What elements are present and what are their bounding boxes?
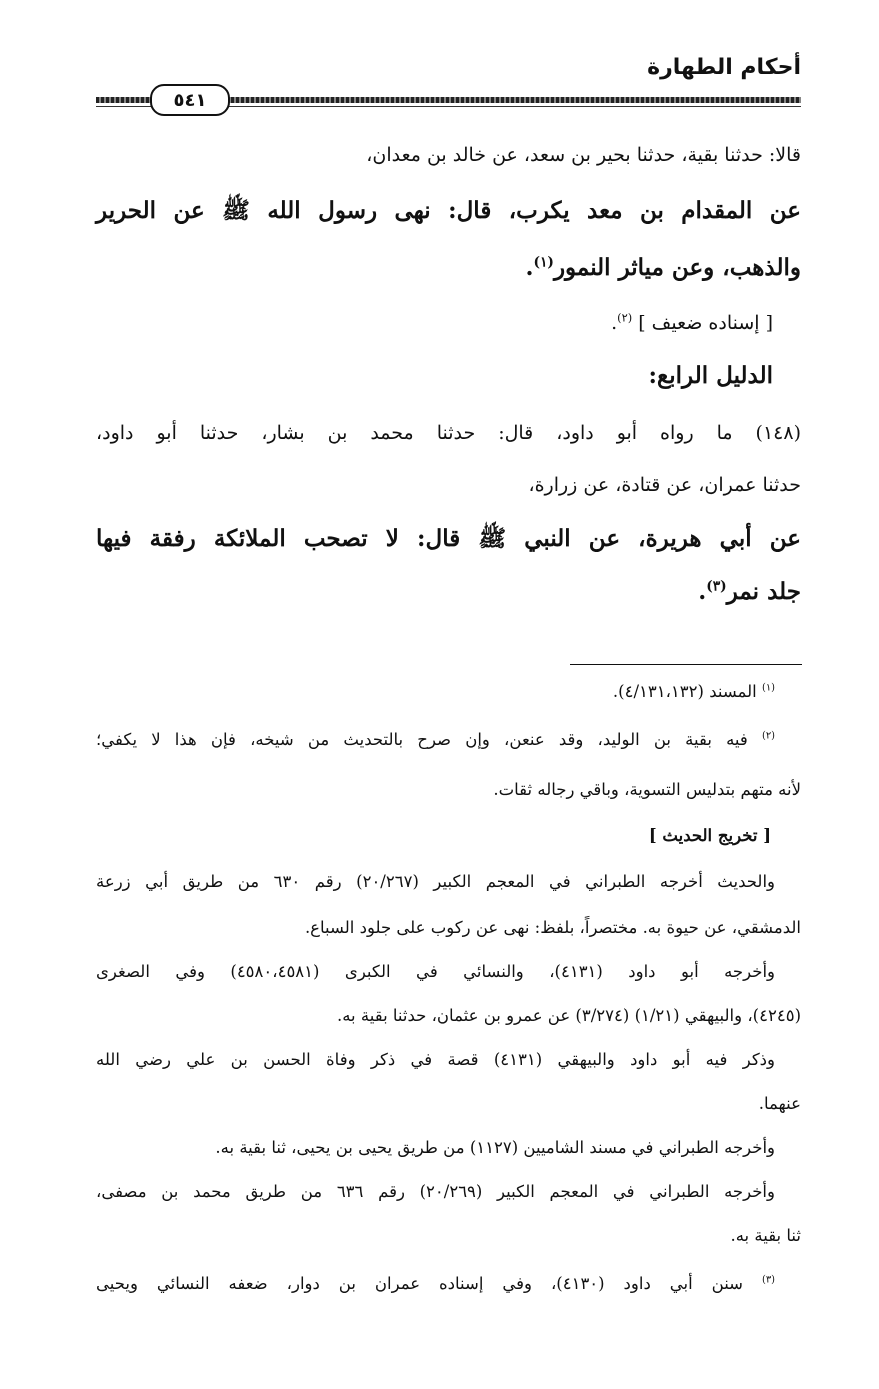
footnote-1: $^{(١)}$ المسند (٤/١٣١،١٣٢). [612,682,775,701]
footnote-line: وأخرجه أبو داود (٤١٣١)، والنسائي في الكبرى (٤٥٨٠،٤٥٨١) وفي الصغرى [96,962,775,981]
hadith-number-line: (١٤٨) ما رواه أبو داود، قال: حدثنا محمد بن بشار، حدثنا أبو داود، [96,422,801,444]
footnote-ref[interactable]: (٢) [617,310,633,325]
footnote-line: الدمشقي، عن حيوة به. مختصراً، بلفظ: نهى عن ركوب على جلود السباع. [304,918,801,937]
footnote-line: (٤٢٤٥)، والبيهقي (١/٢١) (٣/٢٧٤) عن عمرو بن عثمان، حدثنا بقية به. [336,1006,801,1025]
footnote-3: $^{(٣)}$ سنن أبي داود (٤١٣٠)، وفي إسناده عمران بن دوار، ضعفه النسائي ويحيى [96,1274,775,1293]
footnote-line: وذكر فيه أبو داود والبيهقي (٤١٣١) قصة في ذكر وفاة الحسن بن علي رضي الله [96,1050,775,1069]
footnote-line: عنهما. [758,1094,801,1113]
footnote-line: ثنا بقية به. [730,1226,801,1245]
section-heading: الدليل الرابع: [648,362,773,389]
page-number: ٥٤١ [150,84,230,116]
grading-line: [ إسناده ضعيف ] $^{(٢)}$. [611,310,773,334]
hadith-line: عن أبي هريرة، عن النبي ﷺ قال: لا تصحب الملائكة رفقة فيها [96,525,802,552]
footnote-line: وأخرجه الطبراني في المعجم الكبير (٢٠/٢٦٩) رقم ٦٣٦ من طريق محمد بن مصفى، [96,1182,775,1201]
footnote-line: والحديث أخرجه الطبراني في المعجم الكبير (٢٠/٢٦٧) رقم ٦٣٠ من طريق أبي زرعة [96,872,775,891]
footnote-marker: (٢) [761,730,775,742]
text-line: حدثنا عمران، عن قتادة، عن زرارة، [528,474,801,496]
hadith-line: والذهب، وعن مياثر النمور$^{(١)}$. [525,254,801,281]
footnote-separator [570,664,802,665]
footnote-marker: (١) [761,682,775,694]
footnote-subheading: [ تخريج الحديث ] [648,826,771,845]
footnote-marker: (٣) [761,1274,775,1286]
footnote-line: لأنه متهم بتدليس التسوية، وباقي رجاله ثقات. [493,780,801,799]
footnote-line: وأخرجه الطبراني في مسند الشاميين (١١٢٧) من طريق يحيى بن يحيى، ثنا بقية به. [215,1138,775,1157]
running-header-title: أحكام الطهارة [647,55,801,80]
hadith-line: عن المقدام بن معد يكرب، قال: نهى رسول الله ﷺ عن الحرير [96,197,801,224]
text-line: قالا: حدثنا بقية، حدثنا بحير بن سعد، عن خالد بن معدان، [366,144,801,166]
footnote-2: $^{(٢)}$ فيه بقية بن الوليد، وقد عنعن، وإن صرح بالتحديث من شيخه، فإن هذا لا يكفي؛ [96,730,775,749]
hadith-line: جلد نمر$^{(٣)}$. [698,578,801,605]
footnote-ref[interactable]: (١) [533,254,554,271]
footnote-ref[interactable]: (٣) [706,578,727,595]
